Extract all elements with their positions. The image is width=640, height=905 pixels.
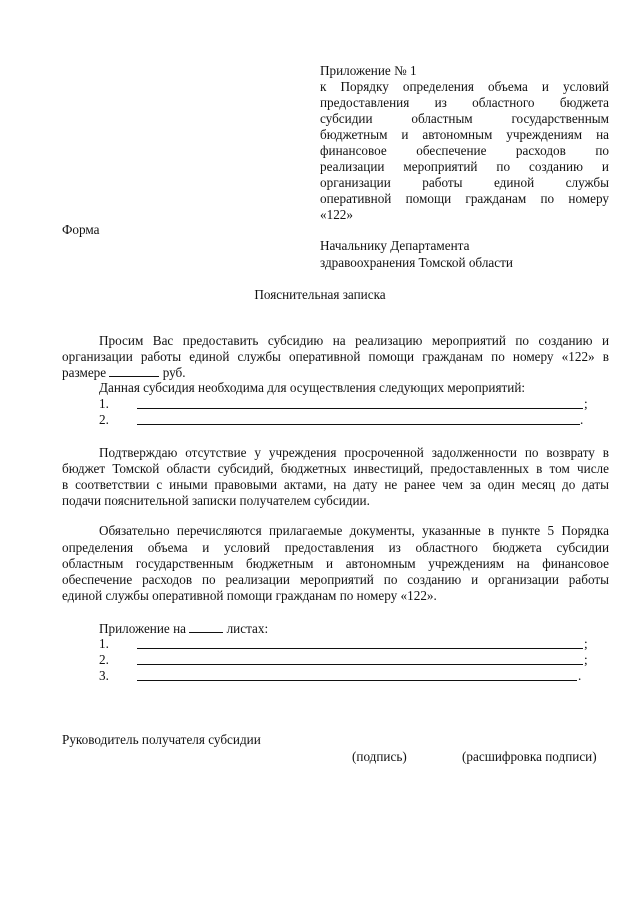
documents-line: областным государственным бюджетным и автономным учреждениям на финансовое [62, 556, 609, 571]
appendix-line: бюджетным и автономным учреждениям на [320, 127, 609, 142]
documents-line: Обязательно перечисляются прилагаемые документы, указанные в пункте 5 Порядка [99, 523, 609, 538]
addressee-line-2: здравоохранения Томской области [320, 255, 513, 270]
activity-end: . [580, 412, 584, 427]
documents-line: определения объема и условий предоставления из областного бюджета субсидии [62, 540, 609, 555]
attachment-prefix: Приложение на [99, 621, 186, 636]
attachment-number: 2. [99, 652, 109, 667]
attachment-number: 3. [99, 668, 109, 683]
appendix-line: оперативной помощи гражданам по номеру [320, 191, 609, 206]
form-label: Форма [62, 222, 100, 237]
document-title: Пояснительная записка [254, 287, 386, 302]
signature-label: (подпись) [352, 749, 407, 764]
appendix-line: финансовое обеспечение расходов по [320, 143, 609, 158]
confirmation-line: бюджет Томской области субсидий, бюджетных инвестиций, предоставленных в том числе [62, 461, 609, 476]
confirmation-line: в соответствии с иными правовыми актами, на дату не ранее чем за один месяц до даты [62, 477, 609, 492]
attachment-field[interactable] [137, 648, 583, 649]
appendix-line: к Порядку определения объема и условий [320, 79, 609, 94]
request-line: Просим Вас предоставить субсидию на реализацию мероприятий по созданию и [99, 333, 609, 348]
attachment-end: . [578, 668, 582, 683]
attachment-line [99, 620, 268, 637]
confirmation-last-line: подачи пояснительной записки получателем субсидии. [62, 493, 370, 508]
attachment-field[interactable] [137, 664, 583, 665]
activity-field[interactable] [137, 408, 583, 409]
request-line: организации работы единой службы оперативной помощи гражданам по номеру «122» в [62, 349, 609, 364]
activities-intro: Данная субсидия необходима для осуществления следующих мероприятий: [99, 380, 526, 395]
appendix-line: реализации мероприятий по созданию и [320, 159, 609, 174]
activity-field[interactable] [137, 424, 580, 425]
attachment-end: ; [584, 652, 588, 667]
activity-end: ; [584, 396, 588, 411]
appendix-line: предоставления из областного бюджета [320, 95, 609, 110]
signature-head: Руководитель получателя субсидии [62, 732, 261, 747]
appendix-line: организации работы единой службы [320, 175, 609, 190]
amount-prefix: размере [62, 365, 107, 380]
amount-suffix: руб. [162, 365, 186, 380]
appendix-line: субсидии областным государственным [320, 111, 609, 126]
attachment-field[interactable] [137, 680, 577, 681]
appendix-title: Приложение № 1 [320, 63, 417, 78]
appendix-last-line: «122» [320, 207, 353, 222]
attachment-end: ; [584, 636, 588, 651]
activity-number: 1. [99, 396, 109, 411]
attachment-number: 1. [99, 636, 109, 651]
request-amount-line [62, 364, 186, 381]
amount-field[interactable] [109, 364, 159, 377]
documents-line: обеспечение расходов по реализации мероприятий по созданию и организации работы [62, 572, 609, 587]
sheets-count-field[interactable] [189, 620, 223, 633]
activity-number: 2. [99, 412, 109, 427]
attachment-suffix: листах: [226, 621, 269, 636]
signature-decode-label: (расшифровка подписи) [462, 749, 597, 764]
confirmation-line: Подтверждаю отсутствие у учреждения просроченной задолженности по возврату в [99, 445, 609, 460]
addressee-line-1: Начальнику Департамента [320, 238, 470, 253]
documents-last-line: единой службы оперативной помощи гражданам по номеру «122». [62, 588, 437, 603]
